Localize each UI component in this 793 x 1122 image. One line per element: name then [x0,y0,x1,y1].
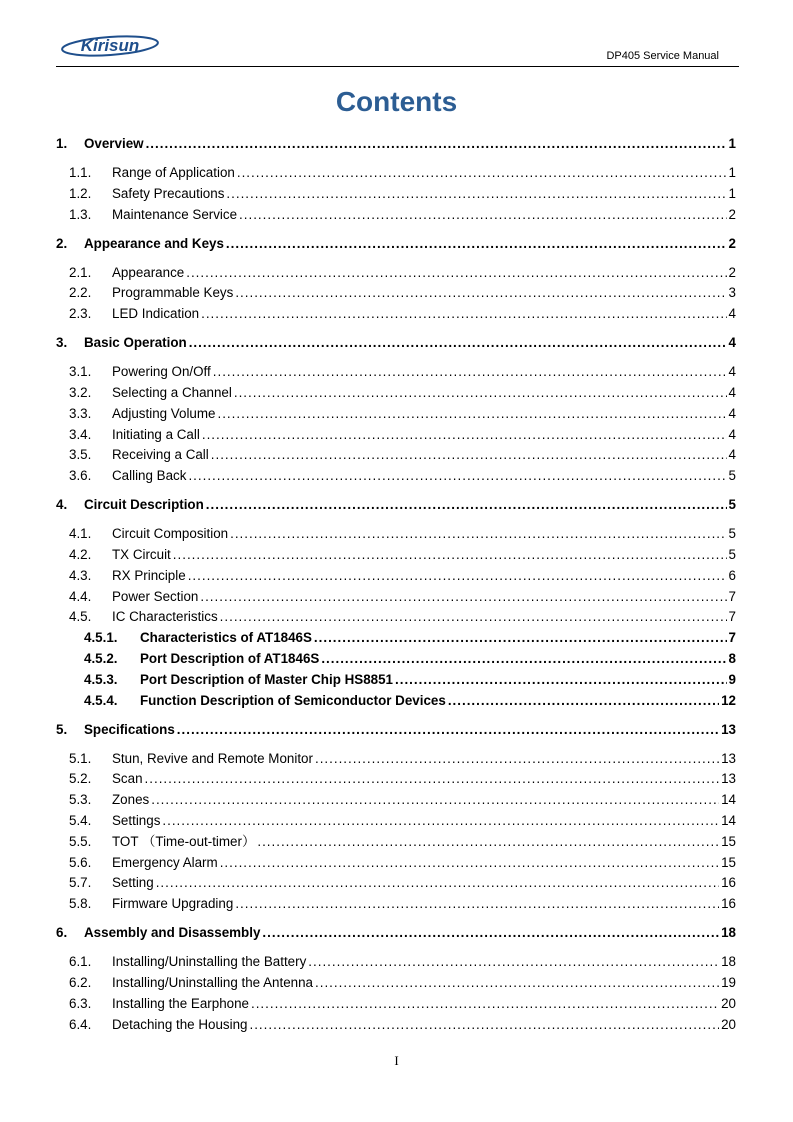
toc-entry[interactable] [69,283,736,303]
toc-entry[interactable] [69,425,736,445]
toc-entry[interactable] [69,524,736,544]
toc-entry-title: Range of Application [112,165,235,180]
toc-dot-leader [239,205,727,225]
toc-entry-number: 2.2. [69,285,92,301]
toc-entry[interactable] [69,973,736,993]
toc-entry-title: Calling Back [112,468,187,484]
toc-dot-leader [173,545,727,565]
toc-entry-page: 20 [721,995,736,1011]
kirisun-logo [60,33,160,59]
toc-dot-leader [262,923,719,943]
toc-entry-page: 7 [728,588,736,604]
toc-entry-number: 5.2. [69,771,92,787]
toc-entry[interactable] [69,184,736,204]
toc-dot-leader [201,304,726,324]
toc-entry-number: 5.3. [69,792,92,808]
toc-entry-title: Function Description of Semiconductor Devices [140,692,446,708]
toc-entry-title: LED Indication [112,306,200,322]
toc-entry-number: 4.5.3. [84,671,118,687]
toc-dot-leader [448,691,719,711]
toc-entry-page: 2 [728,264,736,280]
toc-entry-number: 5.8. [69,896,92,912]
toc-entry[interactable] [69,545,736,565]
toc-entry-page: 5 [728,526,736,542]
toc-dot-leader [213,362,727,382]
toc-entry-title: Safety Precautions [112,185,225,201]
toc-entry-page: 9 [728,671,736,687]
toc-dot-leader [200,587,726,607]
toc-entry-number: 2. [56,235,68,251]
toc-entry-number: 1.2. [69,185,92,201]
toc-entry-number: 2.1. [69,264,92,280]
toc-entry-number: 5.7. [69,875,92,891]
toc-dot-leader [321,649,726,669]
toc-dot-leader [217,404,726,424]
toc-entry[interactable] [69,894,736,914]
toc-entry-page: 5 [728,497,736,513]
toc-entry-title: TX Circuit [112,547,171,562]
toc-entry-title: Circuit Description [84,497,204,513]
toc-entry-page: 18 [721,925,736,941]
toc-entry-title: Programmable Keys [112,285,234,301]
toc-entry[interactable] [69,362,736,382]
toc-entry[interactable] [69,404,736,424]
toc-dot-leader [249,1015,719,1035]
toc-entry[interactable] [56,495,736,515]
toc-entry-title: RX Principle [112,567,186,583]
toc-entry-page: 4 [728,385,736,400]
toc-entry-number: 3.5. [69,447,92,463]
toc-entry-title: Installing the Earphone [112,995,249,1011]
toc-entry-number: 4.5.2. [84,651,118,666]
toc-entry-number: 6.3. [69,995,92,1011]
toc-entry-page: 1 [728,136,736,151]
toc-entry-page: 7 [728,630,736,646]
toc-entry-page: 4 [728,426,736,442]
toc-dot-leader [314,628,727,648]
toc-entry-page: 4 [728,306,736,322]
toc-entry-number: 2.3. [69,306,92,322]
toc-entry-number: 6.2. [69,975,92,990]
toc-entry-number: 4.5.4. [84,692,118,708]
toc-entry[interactable] [84,691,736,711]
toc-entry-number: 5.6. [69,854,92,870]
toc-entry-title: Appearance and Keys [84,235,224,251]
toc-entry-page: 4 [728,335,736,351]
toc-entry[interactable] [69,790,736,810]
toc-entry-title: Power Section [112,588,199,604]
toc-entry-number: 4.4. [69,588,92,604]
toc-entry-number: 6.4. [69,1016,92,1032]
toc-entry-number: 4. [56,497,68,513]
toc-entry-title: Settings [112,813,161,828]
toc-entry-number: 3. [56,335,68,351]
toc-entry-number: 5.5. [69,833,92,849]
toc-entry-number: 6.1. [69,954,92,970]
toc-entry-title: Initiating a Call [112,426,200,442]
toc-entry-number: 1.3. [69,206,92,222]
toc-entry-title: Characteristics of AT1846S [140,630,312,646]
toc-entry-page: 4 [728,364,736,380]
toc-entry-number: 3.6. [69,468,92,484]
toc-entry[interactable] [84,670,736,690]
toc-dot-leader [177,720,719,740]
toc-dot-leader [188,566,727,586]
toc-entry-title: Installing/Uninstalling the Antenna [112,975,313,990]
toc-dot-leader [186,263,726,283]
toc-entry-title: Adjusting Volume [112,405,216,421]
toc-entry-page: 5 [728,547,736,562]
toc-entry[interactable] [69,445,736,465]
toc-entry-title: Receiving a Call [112,447,209,463]
toc-dot-leader [211,445,727,465]
toc-dot-leader [230,524,726,544]
toc-entry-page: 4 [728,405,736,421]
toc-dot-leader [145,769,720,789]
toc-entry-title: Assembly and Disassembly [84,925,261,941]
toc-dot-leader [189,333,727,353]
toc-dot-leader [146,134,727,154]
header-doc-title: DP405 Service Manual [606,50,719,62]
toc-entry-page: 12 [721,692,736,708]
page-header [56,32,739,67]
toc-entry-number: 4.1. [69,526,92,542]
toc-entry-page: 14 [721,792,736,808]
toc-dot-leader [237,163,727,183]
toc-entry-title: Powering On/Off [112,364,211,380]
toc-entry-title: Detaching the Housing [112,1016,248,1032]
toc-entry-number: 4.5.1. [84,630,118,646]
toc-entry[interactable] [69,466,736,486]
toc-entry-page: 2 [728,235,736,251]
toc-entry-page: 7 [728,609,736,625]
toc-entry[interactable] [56,333,736,353]
toc-entry[interactable] [69,566,736,586]
toc-entry-page: 13 [721,750,736,766]
toc-entry[interactable] [56,234,736,254]
toc-entry-number: 5.1. [69,750,92,766]
toc-entry-title: Stun, Revive and Remote Monitor [112,750,313,766]
toc-dot-leader [234,383,727,403]
toc-entry-page: 18 [721,954,736,970]
toc-entry[interactable] [69,163,736,183]
toc-entry-title: Circuit Composition [112,526,229,542]
toc-dot-leader [226,234,727,254]
toc-dot-leader [308,952,719,972]
toc-dot-leader [220,853,719,873]
toc-entry-title: Port Description of Master Chip HS8851 [140,671,393,687]
toc-entry-page: 2 [728,206,736,222]
toc-entry-title: Maintenance Service [112,206,238,222]
toc-entry[interactable] [69,994,736,1014]
toc-entry[interactable] [56,134,736,154]
toc-dot-leader [206,495,727,515]
toc-entry-title: TOT （Time-out-timer） [112,833,256,849]
toc-entry[interactable] [69,1015,736,1035]
toc-entry-page: 13 [721,771,736,787]
toc-entry-title: Selecting a Channel [112,385,232,400]
toc-entry[interactable] [69,749,736,769]
toc-entry-page: 8 [728,651,736,666]
toc-entry-number: 3.3. [69,405,92,421]
toc-entry[interactable] [84,628,736,648]
toc-dot-leader [202,425,727,445]
toc-entry[interactable] [56,923,736,943]
toc-entry[interactable] [69,811,736,831]
toc-entry[interactable] [69,769,736,789]
toc-dot-leader [226,184,726,204]
toc-dot-leader [251,994,719,1014]
toc-entry-title: Basic Operation [84,335,187,351]
toc-entry-page: 16 [721,875,736,891]
toc-entry[interactable] [56,720,736,740]
toc-entry-title: Firmware Upgrading [112,896,234,912]
toc-entry-number: 3.2. [69,385,92,400]
toc-dot-leader [162,811,719,831]
toc-entry-page: 5 [728,468,736,484]
toc-entry-title: Scan [112,771,143,787]
toc-entry-number: 4.3. [69,567,92,583]
toc-dot-leader [235,283,726,303]
toc-dot-leader [315,973,719,993]
toc-entry-page: 1 [728,165,736,180]
toc-dot-leader [257,832,719,852]
toc-entry-number: 3.4. [69,426,92,442]
toc-entry-page: 16 [721,896,736,912]
toc-entry-page: 4 [728,447,736,463]
page-title: Contents [335,86,458,117]
toc-entry-number: 3.1. [69,364,92,380]
toc-entry[interactable] [69,587,736,607]
toc-entry[interactable] [69,205,736,225]
toc-entry-number: 1. [56,136,68,151]
toc-entry-page: 15 [721,833,736,849]
toc-entry-page: 1 [728,185,736,201]
toc-entry[interactable] [69,952,736,972]
toc-entry-page: 20 [721,1016,736,1032]
toc-dot-leader [315,749,719,769]
toc-entry-page: 13 [721,721,736,737]
toc-entry-number: 1.1. [69,165,92,180]
toc-entry[interactable] [69,383,736,403]
toc-entry[interactable] [84,649,736,669]
toc-dot-leader [156,873,719,893]
toc-entry-title: IC Characteristics [112,609,218,625]
toc-dot-leader [188,466,726,486]
toc-dot-leader [235,894,719,914]
toc-entry-title: Setting [112,875,154,891]
toc-entry-number: 5. [56,721,68,737]
page-number: I [394,1053,399,1068]
toc-entry-title: Overview [84,136,144,151]
toc-entry-number: 5.4. [69,813,92,828]
toc-entry-page: 6 [728,567,736,583]
toc-dot-leader [220,607,727,627]
toc-entry-title: Appearance [112,264,185,280]
toc-entry-page: 3 [728,285,736,301]
toc-entry-number: 6. [56,925,68,941]
toc-entry-title: Emergency Alarm [112,854,218,870]
toc-entry[interactable] [69,853,736,873]
toc-entry-title: Installing/Uninstalling the Battery [112,954,307,970]
toc-entry[interactable] [69,304,736,324]
toc-dot-leader [395,670,727,690]
toc-entry-title: Zones [112,792,150,808]
toc-entry-number: 4.5. [69,609,92,625]
toc-entry-title: Specifications [84,721,175,737]
toc-entry-page: 19 [721,975,736,990]
toc-entry[interactable] [69,832,736,852]
toc-entry-page: 14 [721,813,736,828]
toc-entry-title: Port Description of AT1846S [140,651,320,666]
toc-entry[interactable] [69,607,736,627]
svg-text:Kirisun: Kirisun [80,36,140,55]
toc-entry[interactable] [69,263,736,283]
toc-entry-page: 15 [721,854,736,870]
toc-dot-leader [151,790,719,810]
toc-entry[interactable] [69,873,736,893]
toc-entry-number: 4.2. [69,547,92,562]
